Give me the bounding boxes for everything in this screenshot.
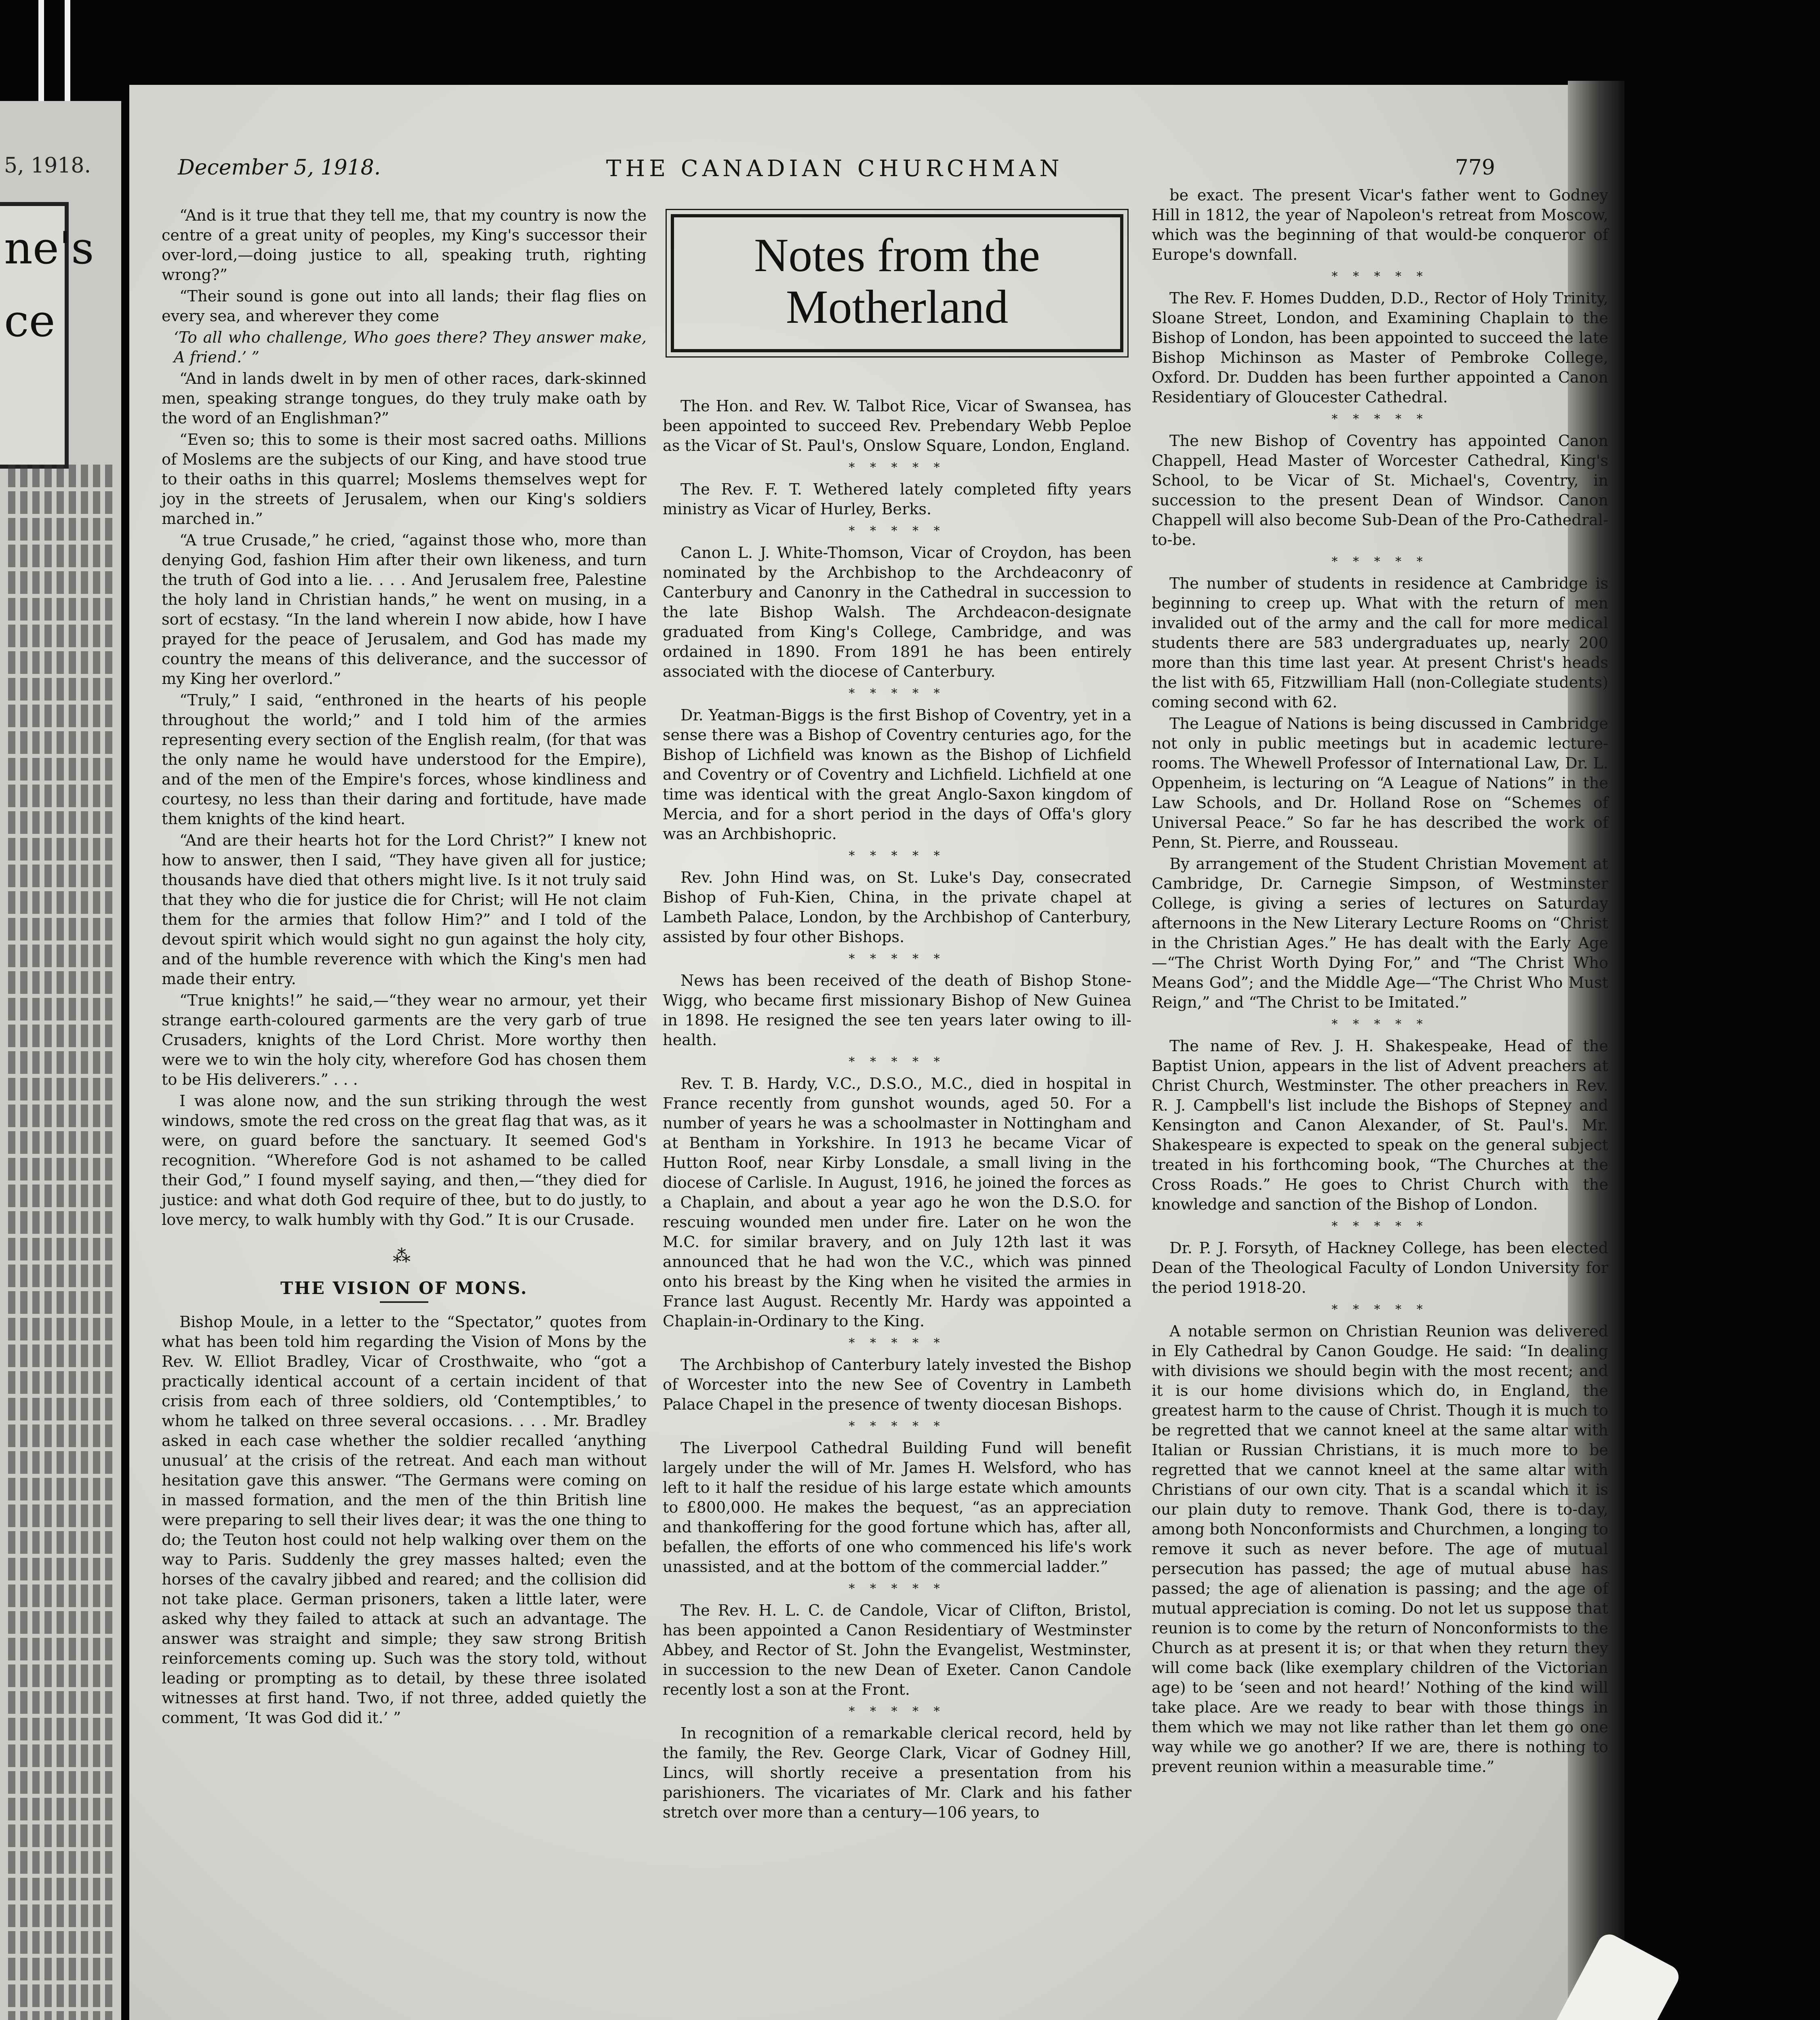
news-item: The Archbishop of Canterbury lately invested the Bishop of Worcester into the new See of Coventry in Lambeth Palace Chapel in the presence of twenty diocesan Bishops.: [663, 1356, 1131, 1414]
neighbor-text-line: [8, 785, 113, 807]
news-item: The number of students in residence at Cambridge is beginning to creep up. What with the return of men invalided out of the army and the call for more medical students there are 583 undergraduates up, nearly 200 more than this time last year. At present Christ's heads the list with 65, Fitzwilliam Hall (non-Collegiate students) coming second with 62.: [1152, 575, 1608, 711]
running-head: [178, 156, 1495, 188]
neighbor-text-line: [8, 518, 113, 541]
neighbor-text-line: [8, 1744, 113, 1767]
neighbor-text-line: [8, 1984, 113, 2007]
neighbor-text-line: [8, 545, 113, 567]
notes-title-line-1: Notes from the: [754, 229, 1040, 282]
paragraph: “Truly,” I said, “enthroned in the hearts of his people throughout the world;” and I told him of the armies representing every section of the English realm, (for that was the only name he would have understood for the Empire), and of the men of the Empire's forces, whose kindliness and courtesy, no less than their daring and fortitude, have made them knights of the kind heart.: [162, 692, 647, 828]
neighbor-text-line: [8, 1265, 113, 1287]
neighbor-text-line: [8, 945, 113, 967]
paragraph: “Even so; this to some is their most sacred oaths. Millions of Moslems are the subjects of our King, and have stood true to their oaths in this quarrel; Moslems themselves wept for joy in the streets of Jerusalem, when our King's soldiers marched in.”: [162, 431, 647, 528]
neighbor-text-line: [8, 1238, 113, 1260]
verse: ‘To all who challenge, Who goes there? They answer make, A friend.’ ”: [174, 329, 647, 366]
notes-items: [663, 397, 1131, 1823]
neighbor-text-line: [8, 1691, 113, 1714]
publication-title: THE CANADIAN CHURCHMAN: [606, 156, 1064, 182]
news-item: The Rev. H. L. C. de Candole, Vicar of Clifton, Bristol, has been appointed a Canon Residentiary of Westminster Abbey, and Rector of St. John the Evangelist, Westminster, in succession to the new Dean of Exeter. Canon Candole recently lost a son at the Front.: [663, 1602, 1131, 1699]
news-item: In recognition of a remarkable clerical record, held by the family, the Rev. George Clark, Vicar of Godney Hill, Lincs, will shortly receive a presentation from his parishioners. The vicariates of Mr. Clark and his father stretch over more than a century—106 years, to: [663, 1725, 1131, 1822]
asterism: ⁂: [393, 1246, 415, 1267]
neighbor-text-line: [8, 1318, 113, 1340]
item-separator: * * * * *: [849, 686, 946, 701]
item-separator: * * * * *: [1331, 1017, 1428, 1031]
neighbor-text-line: [8, 1371, 113, 1394]
notes-title-box: [671, 214, 1123, 352]
item-separator: * * * * *: [849, 524, 946, 538]
neighbor-text-line: [8, 1771, 113, 1794]
news-item: The name of Rev. J. H. Shakespeake, Head of the Baptist Union, appears in the list of Advent preachers at Christ Church, Westminster. The other preachers in Rev. R. J. Campbell's list include the Bishops of Stepney and Kensington and Canon Alexander, of St. Paul's. Mr. Shakespeare is expected to speak on the general subject treated in his forthcoming book, “The Churches at the Cross Roads.” He goes to Christ Church with the knowledge and sanction of the Bishop of London.: [1152, 1037, 1608, 1214]
news-item: The Liverpool Cathedral Building Fund will benefit largely under the will of Mr. James H. Welsford, who has left to it half the residue of his large estate which amounts to £800,000. He makes the bequest, “as an appreciation and thankoffering for the good fortune which has, after all, befallen, the efforts of one who commenced his life's work unassisted, and at the bottom of the commercial ladder.”: [663, 1439, 1131, 1576]
film-edge-left-1: [38, 0, 44, 105]
item-separator: * * * * *: [1331, 555, 1428, 569]
neighbor-text-line: [8, 1425, 113, 1447]
neighbor-text-line: [8, 625, 113, 647]
neighbor-text-line: [8, 1291, 113, 1314]
neighbor-text-line: [8, 1345, 113, 1367]
neighbor-text-line: [8, 571, 113, 594]
news-item: Rev. John Hind was, on St. Luke's Day, consecrated Bishop of Fuh-Kien, China, in the private chapel at Lambeth Palace, London, by the Archbishop of Canterbury, assisted by four other Bishops.: [663, 869, 1131, 946]
paragraph: “And in lands dwelt in by men of other races, dark-skinned men, speaking strange tongues, do they truly make oath by the word of an Englishman?”: [162, 370, 647, 427]
neighbor-text-line: [8, 2011, 113, 2020]
item-separator: * * * * *: [1331, 1302, 1428, 1317]
neighbor-page-header: 5, 1918.: [4, 154, 91, 178]
news-item: By arrangement of the Student Christian Movement at Cambridge, Dr. Carnegie Simpson, of Westminster College, is giving a series of lectures on Saturday afternoons in the New Literary Lecture Rooms on “Christ in the Christian Ages.” He has dealt with the Early Age—“The Christ Worth Dying For,” and “The Christ Who Means God”; and the Middle Age—“The Christ Who Must Reign,” and “The Christ to be Imitated.”: [1152, 855, 1608, 1012]
neighbor-text-line: [8, 1904, 113, 1927]
neighbor-text-line: [8, 1584, 113, 1607]
neighbor-text-line: [8, 1611, 113, 1634]
neighbor-text-line: [8, 998, 113, 1021]
issue-date: December 5, 1918.: [178, 156, 381, 180]
neighbor-text-line: [8, 865, 113, 887]
neighbor-text-line: [8, 1211, 113, 1234]
neighbor-text-line: [8, 1798, 113, 1820]
neighbor-text-line: [8, 1105, 113, 1127]
news-item: Canon L. J. White-Thomson, Vicar of Croydon, has been nominated by the Archbishop to the Archdeaconry of Canterbury and Canonry in the Cathedral in succession to the late Bishop Walsh. The Archdeacon-designate graduated from King's College, Cambridge, and was ordained in 1890. From 1891 he has been entirely associated with the diocese of Canterbury.: [663, 544, 1131, 681]
news-item: The Rev. F. Homes Dudden, D.D., Rector of Holy Trinity, Sloane Street, London, and Examining Chaplain to the Bishop of London, has been appointed to succeed the late Bishop Michinson as Master of Pembroke College, Oxford. Dr. Dudden has been further appointed a Canon Residentiary of Gloucester Cathedral.: [1152, 290, 1608, 406]
neighbor-text-line: [8, 1451, 113, 1474]
paragraph: “A true Crusade,” he cried, “against those who, more than denying God, fashion Him after their own likeness, and turn the truth of God into a lie. . . . And Jerusalem free, Palestine the holy land in Christian hands,” he went on musing, in a sort of ecstasy. “In the land wherein I now abide, how I have prayed for the peace of Jerusalem, and God has made my country the means of this deliverance, and the successor of my King her overlord.”: [162, 532, 647, 688]
paragraph: Bishop Moule, in a letter to the “Spectator,” quotes from what has been told him regarding the Vision of Mons by the Rev. W. Elliot Bradley, Vicar of Crosthwaite, who “got a practically identical account of a certain incident of that crisis from each of three soldiers, old ‘Contemptibles,’ to whom he talked on three several occasions. . . . Mr. Bradley asked in each case whether the soldier recalled ‘anything unusual’ at the crisis of the retreat. And each man without hesitation gave this answer. “The Germans were coming on in massed formation, and the men of the thin British line were preparing to sell their lives dear; it was the one thing to do; the Teuton host could not help walking over them on the way to Paris. Suddenly the grey masses halted; even the horses of the cavalry jibbed and reared; and the collision did not take place. German prisoners, taken a little later, were asked why they failed to attack at such an advantage. The answer was straight and simple; they saw strong British reinforcements coming up. Such was the story told, without leading or prompting as to detail, by these three isolated witnesses at first hand. Two, if not three, added quietly the comment, ‘It was God did it.’ ”: [162, 1313, 647, 1727]
neighbor-text-line: [8, 491, 113, 514]
neighbor-text-line: [8, 705, 113, 727]
news-item: A notable sermon on Christian Reunion was delivered in Ely Cathedral by Canon Goudge. He said: “In dealing with divisions we should begin with the most recent; and it is our home divisions which do, in England, the greatest harm to the cause of Christ. Though it is much to be regretted that we cannot kneel at the same altar with Italian or Russian Christians, it is much more to be regretted that we cannot kneel at the same altar with Christians of our own city. That is a scandal which it is our plain duty to remove. Thank God, there is to-day, among both Nonconformists and Churchmen, a longing to remove it such as never before. The age of mutual persecution has passed; the age of mutual abuse has passed; the age of alienation is passing; and the age of mutual appreciation is coming. Do not let us suppose that reunion is to come by the return of Nonconformists to the Church as at present it is; or that when they return they will come back (like exemplary children of the Victorian age) to be ‘seen and not heard!’ Nothing of the kind will take place. Are we ready to bear with those things in them which we may not like rather than let them go one way while we go another? If we are, there is nothing to prevent reunion within a measurable time.”: [1152, 1323, 1608, 1776]
neighbor-text-line: [8, 1638, 113, 1660]
newspaper-page: [129, 85, 1608, 2020]
section-rule: [380, 1301, 428, 1303]
neighbor-text-line: [8, 731, 113, 754]
neighbor-text-line: [8, 1185, 113, 1207]
neighbor-text-line: [8, 971, 113, 994]
news-item: News has been received of the death of Bishop Stone-Wigg, who became first missionary Bishop of New Guinea in 1898. He resigned the see ten years later owing to ill-health.: [663, 972, 1131, 1049]
neighbor-text-line: [8, 1078, 113, 1100]
neighbor-text-line: [8, 1131, 113, 1154]
notes-title-line-2: Motherland: [786, 280, 1009, 333]
neighbor-text-line: [8, 1504, 113, 1527]
paragraph: I was alone now, and the sun striking through the west windows, smote the red cross on the great flag that was, as it were, on guard before the sanctuary. It seemed God's recognition. “Wherefore God is not ashamed to be called their God,” I found myself saying, and then,—“they died for justice: and what doth God require of thee, but to do justly, to love mercy, to walk humbly with thy God.” It is our Crusade.: [162, 1092, 647, 1229]
neighbor-text-line: [8, 678, 113, 701]
item-separator: * * * * *: [849, 1336, 946, 1350]
news-item: The League of Nations is being discussed in Cambridge not only in public meetings but in academic lecture-rooms. The Whewell Professor of International Law, Dr. L. Oppenheim, is lecturing on “A League of Nations” in the Law Schools, and Dr. Holland Rose on “Schemes of Universal Peace.” So far he has described the work of Penn, St. Pierre, and Rousseau.: [1152, 715, 1608, 852]
neighbor-text-line: [8, 1478, 113, 1500]
neighbor-text-line: [8, 1878, 113, 1900]
film-edge-left-2: [65, 0, 70, 105]
news-item: The Hon. and Rev. W. Talbot Rice, Vicar of Swansea, has been appointed to succeed Rev. Prebendary Webb Peploe as the Vicar of St. Paul's, Onslow Square, London, England.: [663, 398, 1131, 455]
neighbor-text-line: [8, 891, 113, 914]
item-separator: * * * * *: [849, 952, 946, 966]
neighbor-page: [0, 101, 121, 2020]
neighbor-text-line: [8, 598, 113, 621]
column-1: [162, 206, 647, 1730]
news-item: The Rev. F. T. Wethered lately completed fifty years ministry as Vicar of Hurley, Berks.: [663, 481, 1131, 518]
neighbor-box-line-1: ne's: [4, 222, 94, 274]
column-2: [663, 206, 1131, 1824]
neighbor-box-line-2: ce: [4, 295, 55, 347]
neighbor-text-line: [8, 1664, 113, 1687]
neighbor-text-line: [8, 651, 113, 674]
neighbor-text-line: [8, 1718, 113, 1740]
paragraph: “And are their hearts hot for the Lord Christ?” I knew not how to answer, then I said, “They have given all for justice; thousands have died that others might live. Is it not truly said that they who die for justice die for Christ; will He not claim them for the armies that follow Him?” and I told of the devout spirit which would sight no gun against the holy city, and of the humble reverence with which the King's men had made their entry.: [162, 832, 647, 988]
paragraph: “And is it true that they tell me, that my country is now the centre of a great unity of peoples, my King's successor their over-lord,—doing justice to all, speaking truth, righting wrong?”: [162, 207, 647, 284]
paragraph: “Their sound is gone out into all lands; their flag flies on every sea, and wherever they come: [162, 288, 647, 325]
page-number: 779: [1455, 156, 1495, 180]
news-item: The new Bishop of Coventry has appointed Canon Chappell, Head Master of Worcester Cathedral, King's School, to be Vicar of St. Michael's, Coventry, in succession to the present Dean of Windsor. Canon Chappell will also become Sub-Dean of the Pro-Cathedral-to-be.: [1152, 432, 1608, 549]
neighbor-text-line: [8, 1851, 113, 1874]
neighbor-text-line: [8, 1398, 113, 1420]
paragraph: “True knights!” he said,—“they wear no armour, yet their strange earth-coloured garments are the very garb of true Crusaders, knights of the Lord Christ. More worthy then were we to win the holy city, wherefore God has chosen them to be His deliverers.” . . .: [162, 992, 647, 1089]
neighbor-text-line: [8, 1824, 113, 1847]
neighbor-text-line: [8, 465, 113, 487]
neighbor-text-line: [8, 811, 113, 834]
item-separator: * * * * *: [849, 1704, 946, 1719]
item-separator: * * * * *: [849, 1419, 946, 1433]
column-3: [1152, 186, 1608, 1779]
neighbor-text-line: [8, 1051, 113, 1074]
news-item: be exact. The present Vicar's father went to Godney Hill in 1812, the year of Napoleon's retreat from Moscow, which was the beginning of that would-be conqueror of Europe's downfall.: [1152, 187, 1608, 264]
neighbor-page-text: [0, 465, 121, 2020]
neighbor-text-line: [8, 1025, 113, 1047]
neighbor-text-line: [8, 838, 113, 861]
neighbor-text-line: [8, 1531, 113, 1554]
neighbor-text-line: [8, 1558, 113, 1580]
item-separator: * * * * *: [849, 1582, 946, 1596]
item-separator: * * * * *: [1331, 269, 1428, 284]
section-title: THE VISION OF MONS.: [280, 1278, 528, 1298]
notes-items-continued: [1152, 186, 1608, 1777]
item-separator: * * * * *: [849, 1055, 946, 1069]
neighbor-text-line: [8, 1931, 113, 1954]
item-separator: * * * * *: [1331, 1219, 1428, 1233]
item-separator: * * * * *: [1331, 412, 1428, 426]
news-item: Rev. T. B. Hardy, V.C., D.S.O., M.C., died in hospital in France recently from gunshot wounds, aged 50. For a number of years he was a schoolmaster in Nottingham and at Bentham in Yorkshire. In 1913 he became Vicar of Hutton Roof, near Kirby Lonsdale, a small living in the diocese of Carlisle. In August, 1916, he joined the forces as a Chaplain, and about a year ago he won the D.S.O. for rescuing wounded men under fire. Later on he won the M.C. for similar bravery, and on July 12th last it was announced that he had won the V.C., which was pinned onto his breast by the King when he visited the armies in France last August. Recently Mr. Hardy was appointed a Chaplain-in-Ordinary to the King.: [663, 1075, 1131, 1330]
neighbor-text-line: [8, 1958, 113, 1980]
neighbor-text-line: [8, 1158, 113, 1180]
item-separator: * * * * *: [849, 849, 946, 863]
neighbor-page-box: [0, 202, 94, 469]
neighbor-text-line: [8, 918, 113, 941]
news-item: Dr. Yeatman-Biggs is the first Bishop of Coventry, yet in a sense there was a Bishop of Coventry centuries ago, for the Bishop of Lichfield was known as the Bishop of Lichfield and Coventry or of Coventry and Lichfield. Lichfield at one time was identical with the great Anglo-Saxon kingdom of Mercia, and for a short period in the days of Offa's glory was an Archbishopric.: [663, 707, 1131, 843]
neighbor-text-line: [8, 758, 113, 781]
item-separator: * * * * *: [849, 461, 946, 475]
news-item: Dr. P. J. Forsyth, of Hackney College, has been elected Dean of the Theological Faculty of London University for the period 1918-20.: [1152, 1239, 1608, 1297]
